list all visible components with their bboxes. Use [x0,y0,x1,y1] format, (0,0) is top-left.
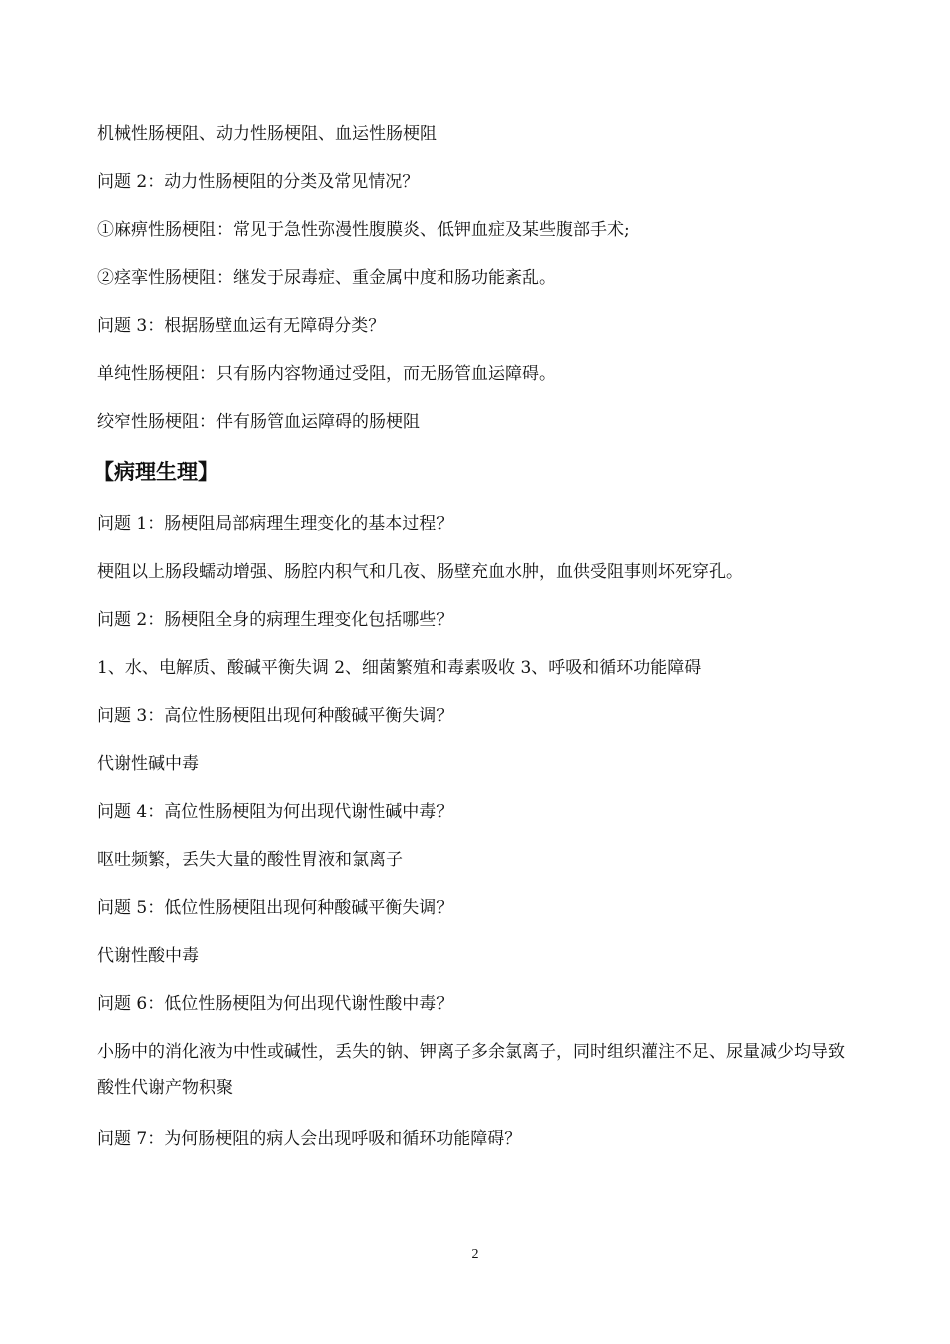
page-content [93,120,857,1173]
question: 问题 3：高位性肠梗阻出现何种酸碱平衡失调？ [97,706,454,726]
paragraph: 单纯性肠梗阻：只有肠内容物通过受阻，而无肠管血运障碍。 [97,364,556,384]
page-number: 2 [471,1247,479,1262]
question: 问题 3：根据肠壁血运有无障碍分类？ [97,316,386,336]
question: 问题 2：肠梗阻全身的病理生理变化包括哪些？ [97,610,454,630]
paragraph: 代谢性碱中毒 [97,754,199,774]
question: 问题 6：低位性肠梗阻为何出现代谢性酸中毒？ [97,994,454,1014]
paragraph: ②痉挛性肠梗阻：继发于尿毒症、重金属中度和肠功能紊乱。 [97,268,556,288]
question: 问题 5：低位性肠梗阻出现何种酸碱平衡失调？ [97,898,454,918]
question: 问题 1：肠梗阻局部病理生理变化的基本过程？ [97,514,454,534]
paragraph: 机械性肠梗阻、动力性肠梗阻、血运性肠梗阻 [97,124,437,144]
paragraph: 呕吐频繁，丢失大量的酸性胃液和氯离子 [97,850,403,870]
section-heading: 【病理生理】 [93,460,219,484]
paragraph: 梗阻以上肠段蠕动增强、肠腔内积气和几夜、肠壁充血水肿，血供受阻事则坏死穿孔。 [97,562,743,582]
paragraph: ①麻痹性肠梗阻：常见于急性弥漫性腹膜炎、低钾血症及某些腹部手术; [97,220,630,240]
paragraph: 代谢性酸中毒 [97,946,199,966]
paragraph: 小肠中的消化液为中性或碱性，丢失的钠、钾离子多余氯离子，同时组织灌注不足、尿量减少均导致酸性代谢产物积聚 [97,1042,845,1098]
question: 问题 4：高位性肠梗阻为何出现代谢性碱中毒？ [97,802,454,822]
question: 问题 2：动力性肠梗阻的分类及常见情况？ [97,172,420,192]
question: 问题 7：为何肠梗阻的病人会出现呼吸和循环功能障碍？ [97,1129,522,1149]
paragraph: 绞窄性肠梗阻：伴有肠管血运障碍的肠梗阻 [97,412,420,432]
paragraph: 1、水、电解质、酸碱平衡失调 2、细菌繁殖和毒素吸收 3、呼吸和循环功能障碍 [97,658,702,678]
